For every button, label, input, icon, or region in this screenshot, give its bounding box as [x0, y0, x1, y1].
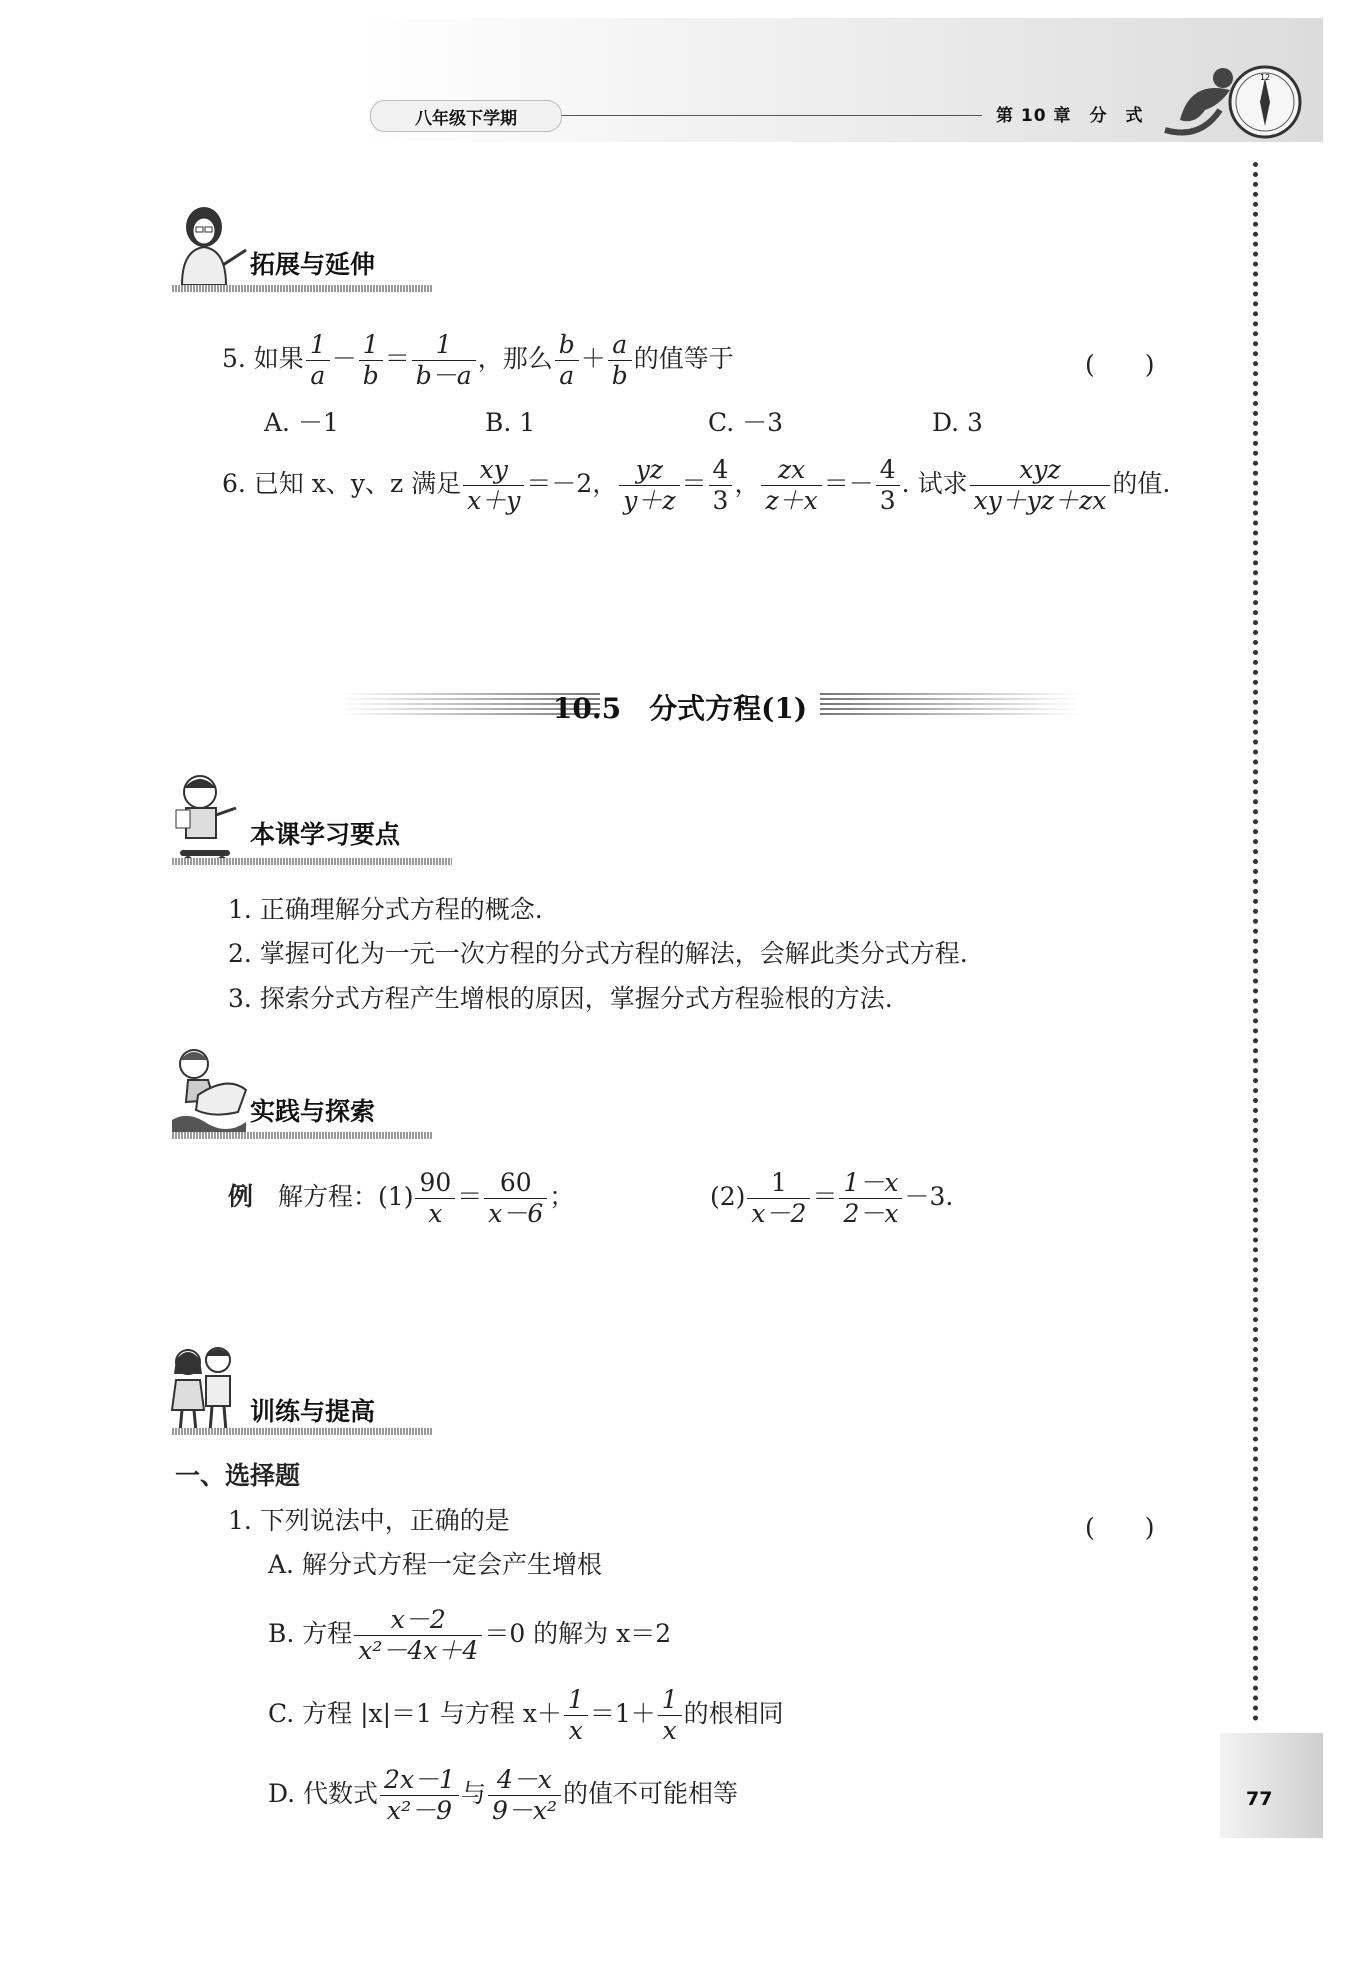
- fraction: $\frac{b}{a}$: [555, 330, 579, 391]
- fraction: $\frac{1}{b}$: [359, 330, 383, 391]
- two-kids-icon: [168, 1340, 248, 1440]
- fraction: $\frac{1-x}{2-x}$: [839, 1168, 902, 1229]
- section-badge-extension: [168, 205, 468, 315]
- q1-option-a: A. 解分式方程一定会产生增根: [268, 1550, 602, 1579]
- jet-ski-boy-icon: [168, 1040, 248, 1140]
- fraction: $\frac{yz}{y+z}$: [619, 455, 679, 516]
- q5-option-c: C. －3: [708, 408, 784, 437]
- example-1: 例 解方程：(1) $\frac{90}{x}$ ＝ $\frac{60}{x-6}$ ；: [228, 1168, 575, 1228]
- q5-prefix: 5. 如果: [222, 344, 304, 373]
- fraction: $\frac{1}{b-a}$: [412, 330, 476, 391]
- fraction: $\frac{4}{3}$: [709, 455, 733, 516]
- margin-dotted-line: [1253, 162, 1258, 1722]
- fraction: $\frac{90}{x}$: [415, 1168, 455, 1229]
- key-point-3: 3. 探索分式方程产生增根的原因，掌握分式方程验根的方法.: [228, 984, 893, 1013]
- section-title-bar: [300, 685, 1060, 725]
- section-label-extension: 拓展与延伸: [250, 250, 376, 279]
- key-point-2: 2. 掌握可化为一元一次方程的分式方程的解法，会解此类分式方程.: [228, 939, 968, 968]
- section-title: 10.5 分式方程(1): [552, 692, 808, 725]
- section-underline: [172, 858, 452, 865]
- section-label-key-points: 本课学习要点: [250, 820, 401, 849]
- example-2-label: (2): [710, 1182, 746, 1211]
- fraction: $\frac{1}{x-2}$: [747, 1168, 810, 1229]
- page-number-tab: [1220, 1733, 1323, 1838]
- fraction: $\frac{\text{xyz}}{xy+yz+zx}$: [970, 455, 1111, 516]
- key-point-1: 1. 正确理解分式方程的概念.: [228, 895, 543, 924]
- header-rule: [562, 115, 982, 116]
- example-label: 例: [228, 1182, 254, 1211]
- section-underline: [172, 1428, 432, 1435]
- fraction: $\frac{x-2}{\text{x²－4x＋4}}$: [354, 1605, 482, 1666]
- compass-icon: [1160, 50, 1310, 150]
- section-badge-training: [168, 1340, 468, 1450]
- section-label-practice: 实践与探索: [250, 1097, 376, 1126]
- fraction: $\frac{zx}{z+x}$: [761, 455, 821, 516]
- section-badge-key-points: [168, 770, 488, 880]
- fraction: $\frac{1}{x}$: [564, 1685, 588, 1746]
- grade-label: 八年级下学期: [370, 100, 562, 132]
- section-badge-practice: [168, 1040, 468, 1150]
- fraction: $\frac{1}{x}$: [658, 1685, 682, 1746]
- chapter-label: 第 10 章 分 式: [996, 106, 1144, 126]
- q6-prefix: 6. 已知 x、y、z 满足: [222, 469, 462, 498]
- skateboard-boy-icon: [168, 770, 248, 870]
- fraction: $\frac{xy}{x+y}$: [463, 455, 524, 516]
- q1-option-c: C. 方程 |x|＝1 与方程 x＋ $\frac{1}{x}$ ＝1＋ $\frac{1}{x}$ 的根相同: [268, 1685, 784, 1745]
- q1-option-b: B. 方程 $\frac{x-2}{\text{x²－4x＋4}}$ ＝0 的解为 x＝2: [268, 1605, 672, 1665]
- fraction: $\frac{a}{b}$: [608, 330, 632, 391]
- q5-option-d: D. 3: [932, 408, 983, 437]
- section-underline: [172, 285, 432, 292]
- q1-option-d: D. 代数式 $\frac{2x-1}{\text{x²－9}}$ 与 $\frac{4-x}{\text{9－x²}}$ 的值不可能相等: [268, 1765, 739, 1825]
- question-5: 5. 如果 $\frac{1}{a}$ － $\frac{1}{b}$ ＝ $\frac{1}{b-a}$ ，那么 $\frac{b}{a}$ ＋ $\frac{a}{b}$ 的值等于: [222, 330, 734, 390]
- q5-option-b: B. 1: [485, 408, 536, 437]
- page-number: 77: [1246, 1788, 1273, 1810]
- section-label-training: 训练与提高: [250, 1397, 376, 1426]
- fraction: $\frac{2x-1}{\text{x²－9}}$: [380, 1765, 459, 1826]
- fraction: $\frac{4}{3}$: [876, 455, 900, 516]
- answer-blank-q5[interactable]: ( ): [1085, 350, 1155, 379]
- answer-blank-q1[interactable]: ( ): [1085, 1513, 1155, 1542]
- q5-option-a: A. －1: [264, 408, 339, 437]
- example-2: (2) $\frac{1}{x-2}$ ＝ $\frac{1-x}{2-x}$ －3.: [710, 1168, 954, 1228]
- section-underline: [172, 1132, 432, 1139]
- svg-text:12: 12: [1260, 73, 1271, 82]
- question-6: 6. 已知 x、y、z 满足 $\frac{xy}{x+y}$ ＝－2， $\frac{yz}{y+z}$ ＝ $\frac{4}{3}$ ， $\frac{zx}{z+x}$ ＝－ $\frac{4}{3}$ . 试求 $\frac{\text{xyz}}{xy+yz+zx}$ 的值.: [222, 455, 1171, 515]
- fraction: $\frac{4-x}{\text{9－x²}}$: [488, 1765, 561, 1826]
- fraction: $\frac{1}{a}$: [306, 330, 330, 391]
- example-text: 解方程：(1): [278, 1182, 414, 1211]
- fraction: $\frac{60}{x-6}$: [484, 1168, 547, 1229]
- part-1-title: 一、选择题: [175, 1461, 301, 1490]
- question-1-stem: 1. 下列说法中，正确的是: [228, 1506, 510, 1535]
